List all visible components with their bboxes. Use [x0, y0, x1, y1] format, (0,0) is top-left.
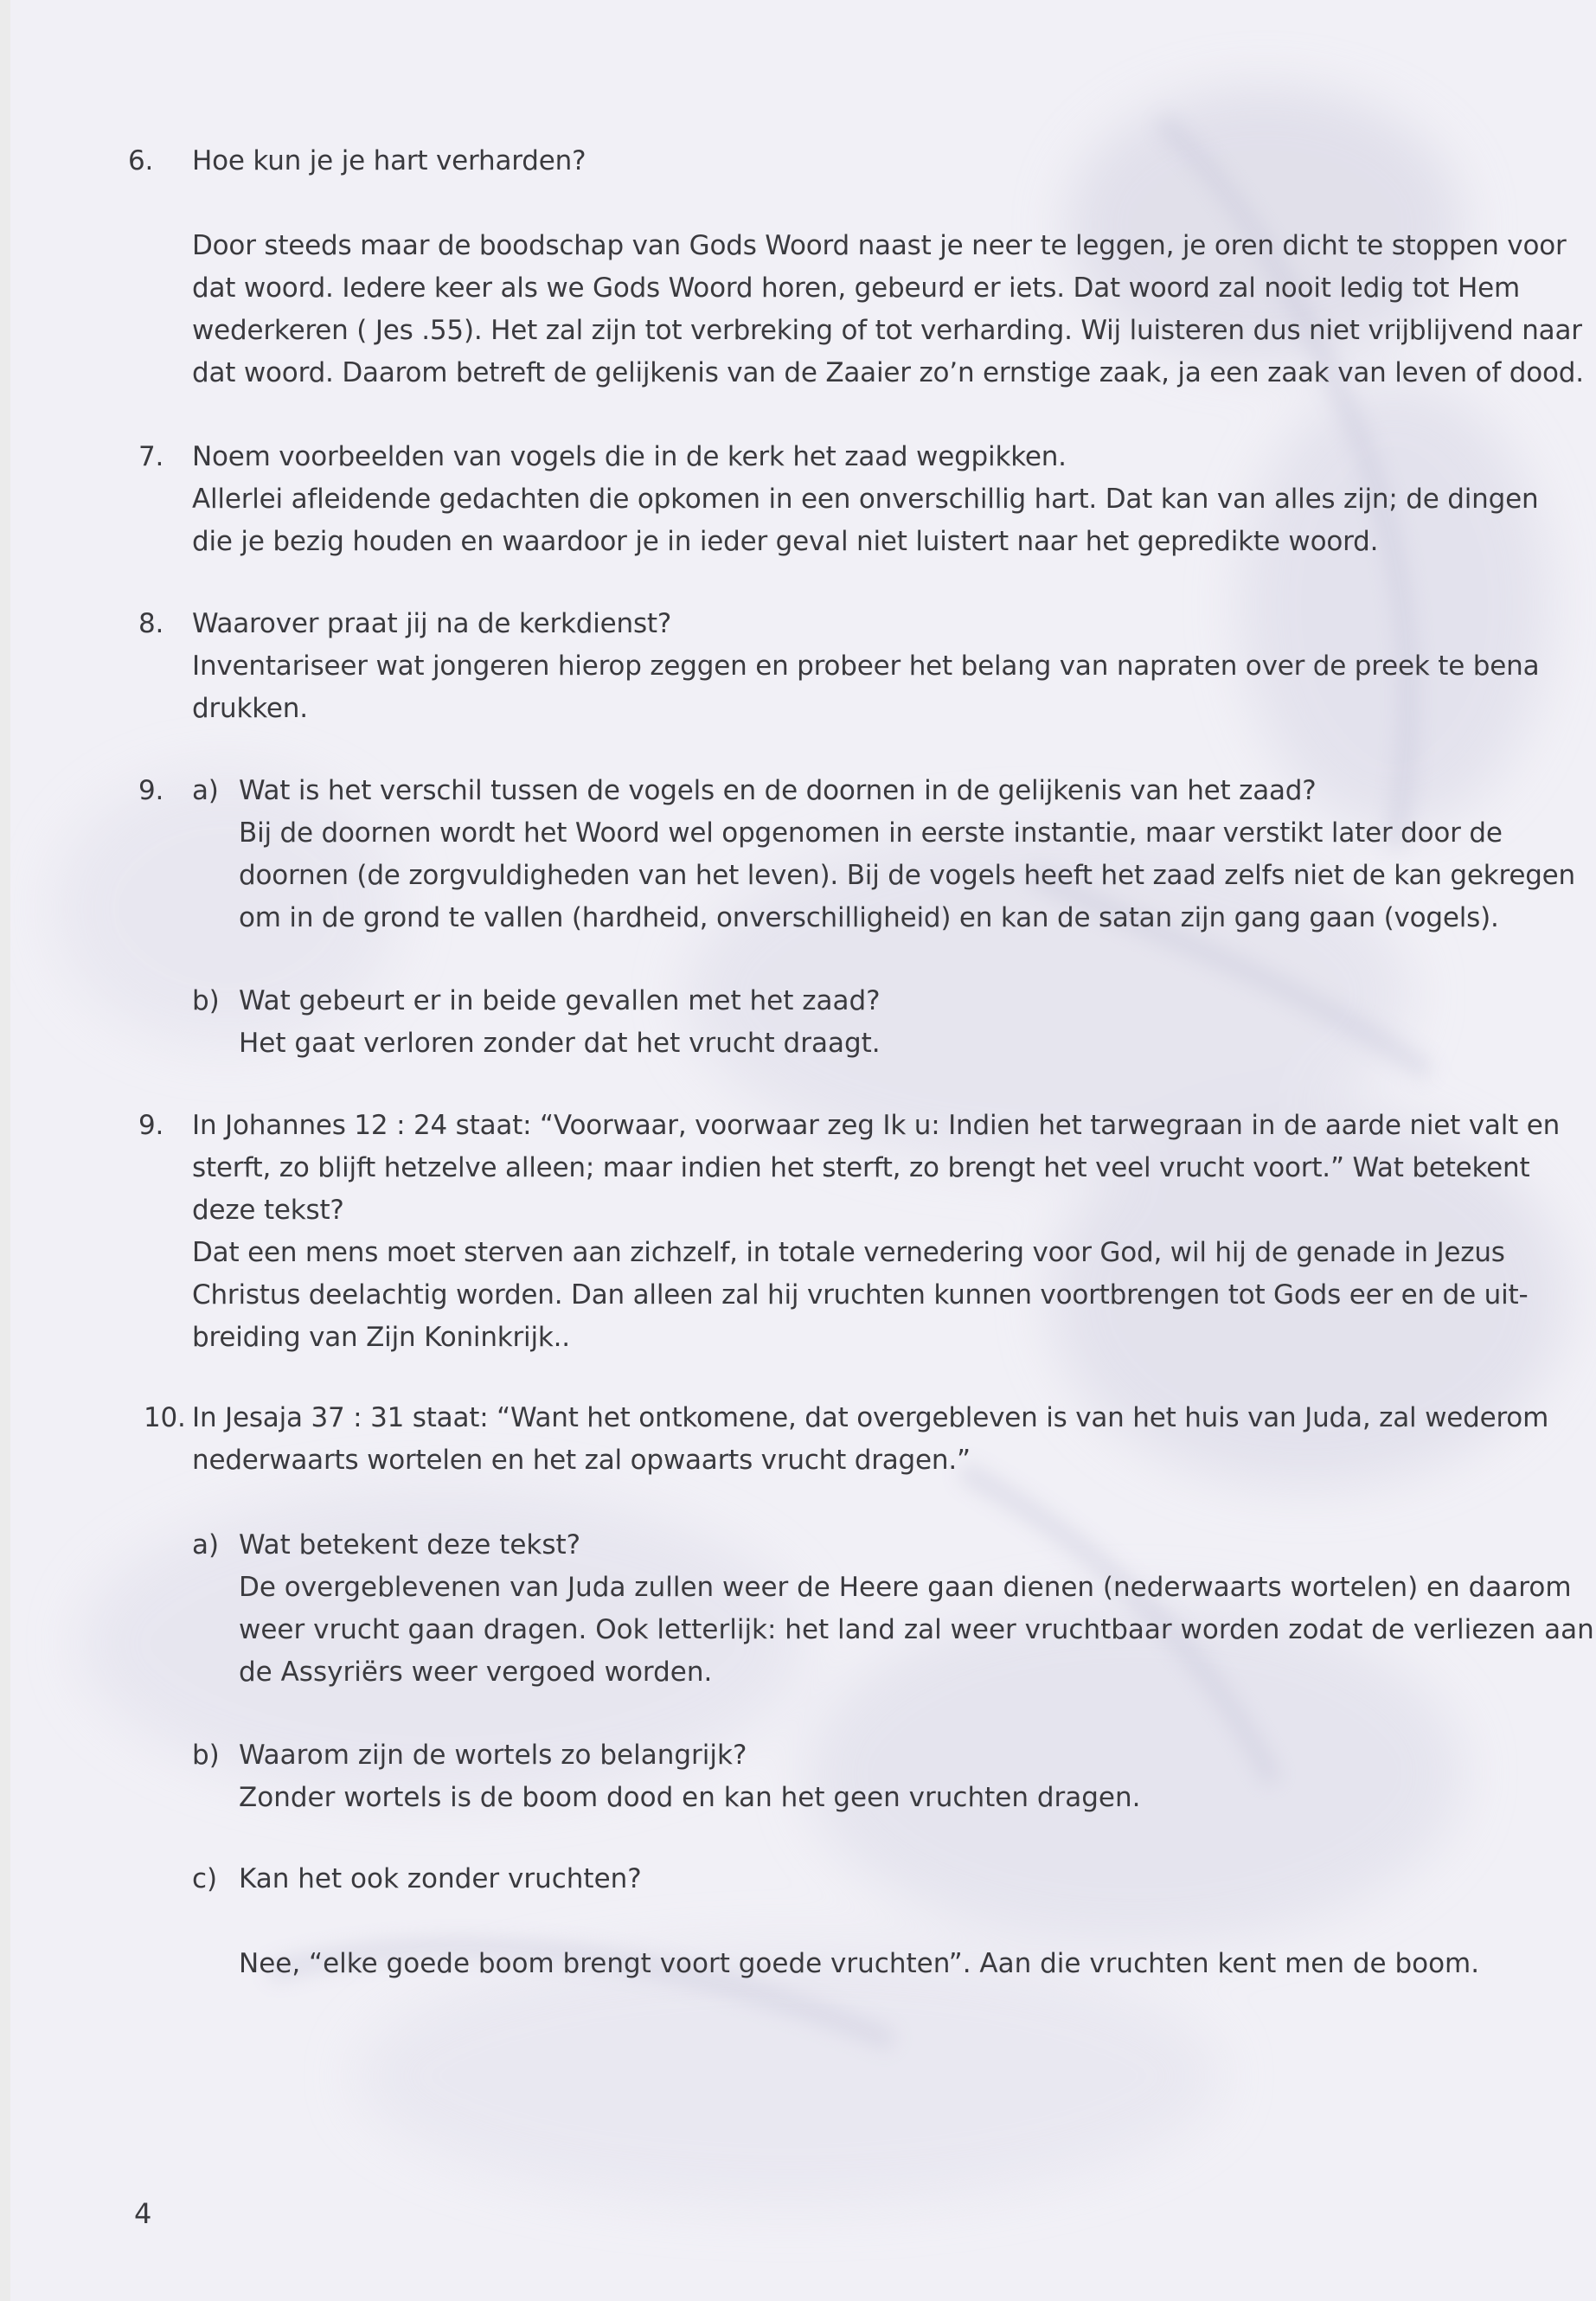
question-6	[128, 140, 1584, 400]
question-9	[128, 770, 1576, 943]
answer-line: Nee, “elke goede boom brengt voort goede vruchten”. Aan die vruchten kent men de boom.	[239, 1948, 1480, 1979]
answer-line: doornen (de zorgvuldigheden van het leven). Bij de vogels heeft het zaad zelfs niet de kan gekregen	[239, 860, 1576, 891]
question-7	[128, 436, 1539, 566]
answer-line: drukken.	[192, 693, 308, 724]
question-text: nederwaarts wortelen en het zal opwaarts vrucht dragen.”	[192, 1445, 971, 1476]
question-text: Kan het ook zonder vruchten?	[239, 1863, 642, 1894]
answer-line: Allerlei afleidende gedachten die opkomen in een onverschillig hart. Dat kan van alles zijn; de dingen	[192, 484, 1539, 515]
question-text: Waarom zijn de wortels zo belangrijk?	[239, 1740, 747, 1771]
sub-question-label: a)	[192, 775, 219, 806]
answer-line: om in de grond te vallen (hardheid, onverschilligheid) en kan de satan zijn gang gaan (vogels).	[239, 902, 1499, 933]
page-number: 4	[134, 2197, 152, 2230]
question-text: In Jesaja 37 : 31 staat: “Want het ontkomene, dat overgebleven is van het huis van Juda, zal wederom	[192, 1402, 1549, 1433]
question-text: Wat gebeurt er in beide gevallen met het zaad?	[239, 985, 881, 1016]
answer-line: Bij de doornen wordt het Woord wel opgenomen in eerste instantie, maar verstikt later door de	[239, 817, 1503, 849]
answer-line: de Assyriërs weer vergoed worden.	[239, 1657, 713, 1688]
document-content	[10, 0, 1596, 2301]
answer-line: weer vrucht gaan dragen. Ook letterlijk: het land zal weer vruchtbaar worden zodat de verliezen aan	[239, 1614, 1594, 1645]
answer-line: De overgeblevenen van Juda zullen weer de Heere gaan dienen (nederwaarts wortelen) en daarom	[239, 1572, 1572, 1603]
answer-line: Zonder wortels is de boom dood en kan het geen vruchten dragen.	[239, 1782, 1141, 1813]
answer-line: Christus deelachtig worden. Dan alleen zal hij vruchten kunnen voortbrengen tot Gods eer en de uit-	[192, 1279, 1529, 1311]
sub-question-b	[192, 980, 1472, 1067]
question-9-johannes	[128, 1105, 1561, 1364]
answer-line: Inventariseer wat jongeren hierop zeggen en probeer het belang van napraten over de preek te bena	[192, 651, 1540, 682]
question-number: 6.	[128, 145, 154, 176]
answer-line: Door steeds maar de boodschap van Gods Woord naast je neer te leggen, je oren dicht te stoppen voor	[192, 230, 1567, 261]
question-10	[128, 1397, 1549, 1484]
question-number: 9.	[138, 775, 164, 806]
question-number: 9.	[138, 1110, 164, 1141]
question-text: Hoe kun je je hart verharden?	[192, 145, 586, 176]
question-number: 10.	[144, 1402, 186, 1433]
answer-line: dat woord. Iedere keer als we Gods Woord horen, gebeurd er iets. Dat woord zal nooit ledig tot Hem	[192, 272, 1520, 304]
sub-question-a	[192, 1524, 1594, 1697]
answer-line: dat woord. Daarom betreft de gelijkenis van de Zaaier zo’n ernstige zaak, ja een zaak van leven of dood.	[192, 357, 1584, 388]
question-text: sterft, zo blijft hetzelve alleen; maar indien het sterft, zo brengt het veel vrucht voort.” Wat betekent	[192, 1152, 1530, 1183]
answer-line: breiding van Zijn Koninkrijk..	[192, 1322, 570, 1353]
answer-line: Het gaat verloren zonder dat het vrucht draagt.	[239, 1028, 881, 1059]
answer-line: Dat een mens moet sterven aan zichzelf, in totale vernedering voor God, wil hij de genade in Jezus	[192, 1237, 1505, 1268]
question-text: deze tekst?	[192, 1195, 344, 1226]
question-number: 7.	[138, 441, 164, 472]
answer-line: wederkeren ( Jes .55). Het zal zijn tot verbreking of tot verharding. Wij luisteren dus niet vrijblijvend naar	[192, 315, 1582, 346]
document-page	[10, 0, 1596, 2301]
answer-line: die je bezig houden en waardoor je in ieder geval niet luistert naar het gepredikte woord.	[192, 526, 1379, 557]
sub-question-label: b)	[192, 985, 220, 1016]
question-text: Waarover praat jij na de kerkdienst?	[192, 608, 672, 639]
question-text: Noem voorbeelden van vogels die in de kerk het zaad wegpikken.	[192, 441, 1067, 472]
question-8	[128, 603, 1540, 733]
sub-question-label: b)	[192, 1740, 220, 1771]
question-text: In Johannes 12 : 24 staat: “Voorwaar, voorwaar zeg Ik u: Indien het tarwegraan in de aarde niet valt en	[192, 1110, 1561, 1141]
sub-question-label: a)	[192, 1529, 220, 1561]
question-text: Wat is het verschil tussen de vogels en de doornen in de gelijkenis van het zaad?	[239, 775, 1317, 806]
sub-question-c	[192, 1858, 1480, 1988]
question-number: 8.	[138, 608, 164, 639]
sub-question-label: c)	[192, 1863, 218, 1894]
question-text: Wat betekent deze tekst?	[239, 1529, 581, 1561]
sub-question-b	[192, 1734, 1472, 1821]
